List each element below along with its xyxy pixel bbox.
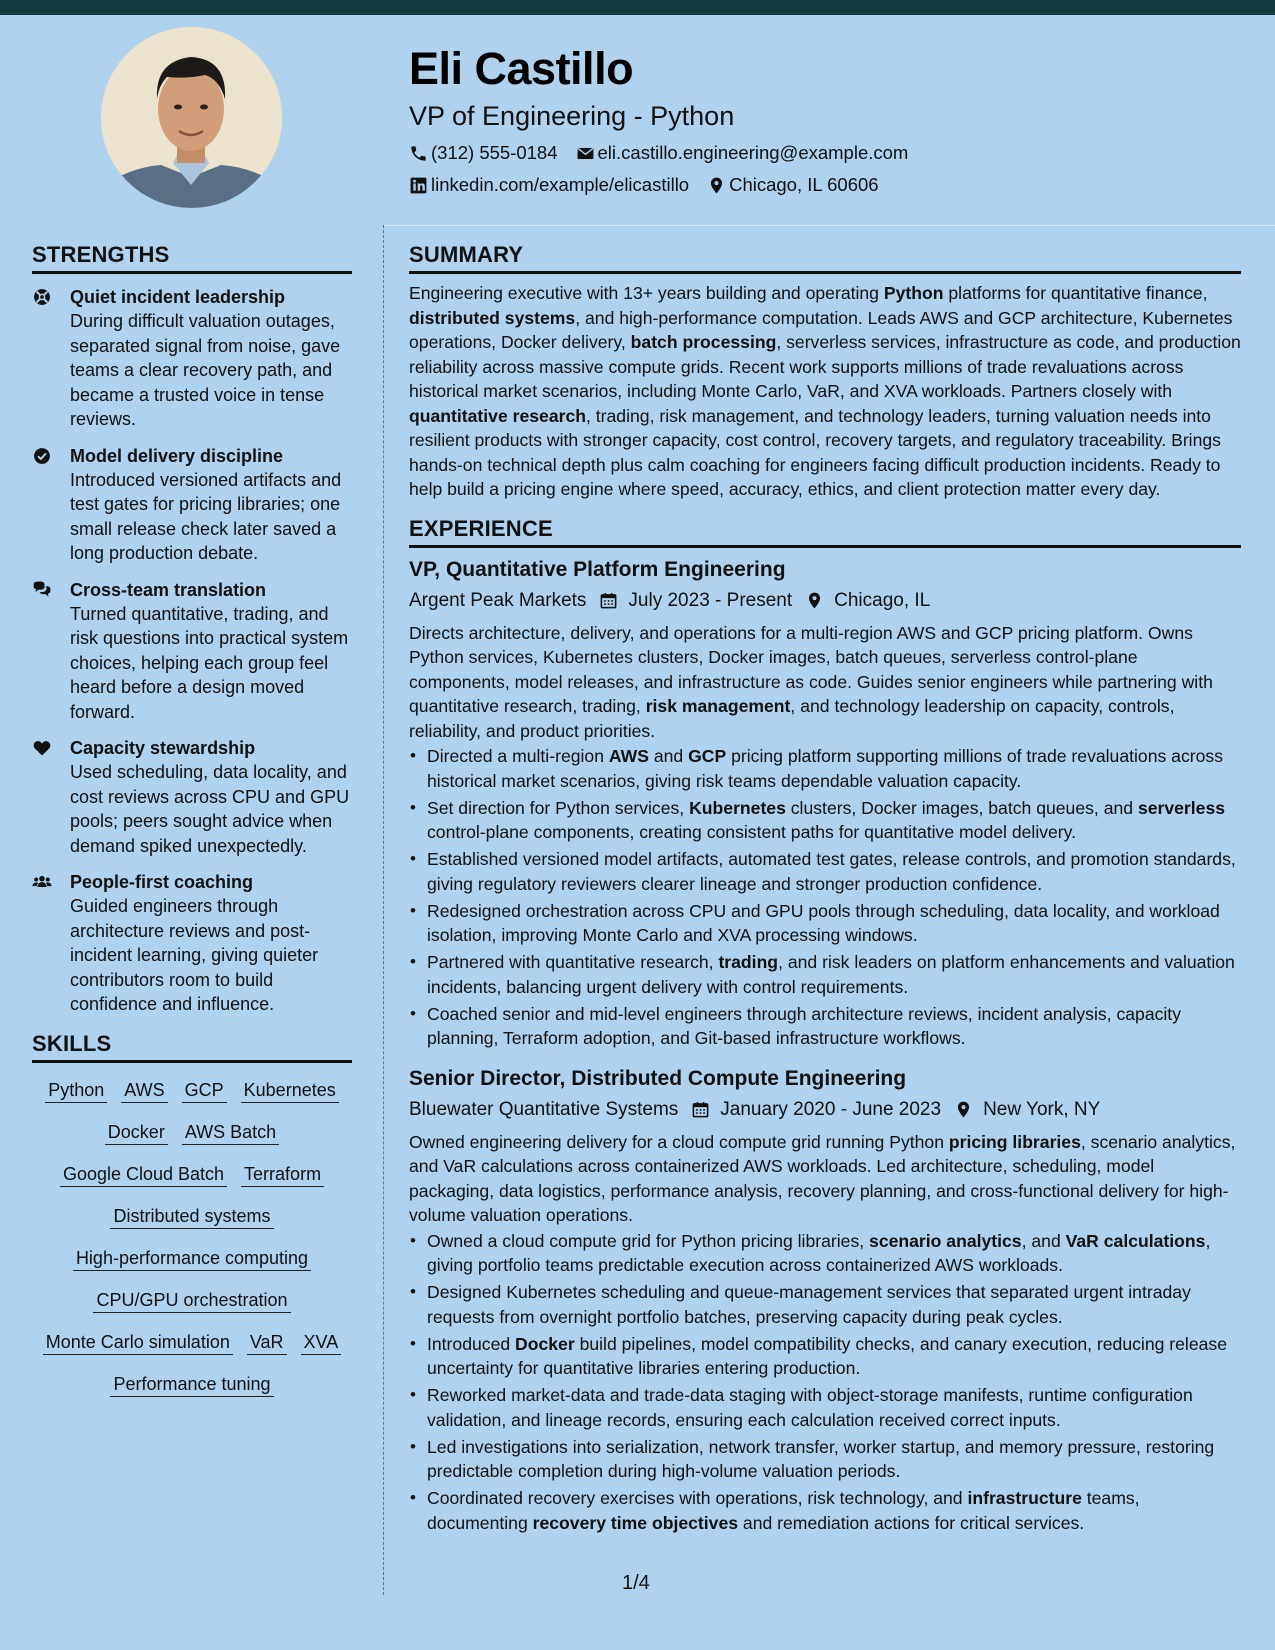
bullet-item: • Directed a multi-region AWS and GCP pricing platform supporting millions of trade revaluations across historical market scenarios, giving risk teams dependable valuation capacity. [409,744,1241,793]
skills-list [32,1079,352,1397]
skill-tag: GCP [182,1079,227,1103]
lifebuoy-icon [32,287,52,307]
strength-desc: Turned quantitative, trading, and risk questions into practical system choices, helping each group feel heard before a design moved forward. [70,603,349,722]
email-text: eli.castillo.engineering@example.com [597,142,909,163]
skill-row [32,1079,352,1103]
column-divider [383,225,384,1595]
summary-heading: SUMMARY [409,240,1241,274]
skill-tag: Python [45,1079,107,1103]
linkedin-icon [409,176,428,195]
job-company: Argent Peak Markets [409,589,587,611]
linkedin-text: linkedin.com/example/elicastillo [431,174,690,195]
strength-item [32,444,352,566]
resume-header [409,40,1239,197]
job-bullets [409,744,1241,1051]
job-bullets [409,1229,1241,1536]
check-circle-icon [32,446,52,466]
job-entry [409,1065,1241,1536]
skill-tag: High-performance computing [73,1247,311,1271]
skill-tag: Docker [105,1121,168,1145]
strengths-list [32,285,352,1017]
strengths-heading: STRENGTHS [32,240,352,274]
bullet-item: • Partnered with quantitative research, trading, and risk leaders on platform enhancements and valuation incidents, balancing urgent delivery with control requirements. [409,950,1241,999]
job-company: Bluewater Quantitative Systems [409,1098,679,1120]
skill-row [32,1289,352,1313]
strength-item [32,578,352,725]
page-number: 1/4 [622,1572,650,1594]
bullet-item: • Reworked market-data and trade-data staging with object-storage manifests, runtime configuration validation, and lineage records, ensuring each calculation received correct inputs. [409,1383,1241,1432]
skill-tag: Monte Carlo simulation [43,1331,233,1355]
strength-title: People-first coaching [70,872,254,892]
strength-desc: Guided engineers through architecture reviews and post-incident learning, giving quieter contributors room to build confidence and influence. [70,896,319,1014]
heart-icon [32,738,52,758]
skill-row [32,1163,352,1187]
left-column [32,240,352,1415]
strength-item [32,870,352,1017]
map-pin-icon [707,176,726,195]
strength-desc: During difficult valuation outages, separated signal from noise, gave teams a clear recovery path, and became a trusted voice in tense reviews. [70,311,341,429]
bullet-item: • Coordinated recovery exercises with operations, risk technology, and infrastructure teams, documenting recovery time objectives and remediation actions for critical services. [409,1486,1241,1535]
profile-photo [101,27,282,208]
calendar-icon [691,1100,710,1119]
strength-item [32,285,352,432]
top-bar [0,0,1275,15]
bullet-item: • Led investigations into serialization, network transfer, worker startup, and memory pressure, restoring predictable completion during high-volume valuation periods. [409,1435,1241,1484]
map-pin-icon [805,591,824,610]
bullet-item: • Introduced Docker build pipelines, model compatibility checks, and canary execution, reducing release uncertainty for quantitative libraries entering production. [409,1332,1241,1381]
job-dates: July 2023 - Present [628,589,793,611]
skill-tag: AWS [121,1079,167,1103]
job-location: New York, NY [983,1098,1101,1120]
strength-title: Model delivery discipline [70,445,284,466]
bullet-item: • Set direction for Python services, Kubernetes clusters, Docker images, batch queues, and serverless control-plane components, creating consistent paths for quantitative model delivery. [409,796,1241,845]
bullet-item: • Redesigned orchestration across CPU and GPU pools through scheduling, data locality, and workload isolation, improving Monte Carlo and XVA processing windows. [409,899,1241,948]
candidate-title: VP of Engineering - Python [409,101,735,131]
skill-row [32,1373,352,1397]
chat-bubbles-icon [32,580,52,600]
skill-tag: Distributed systems [110,1205,273,1229]
skill-tag: Performance tuning [110,1373,273,1397]
contact-location [707,173,878,197]
bullet-item: • Designed Kubernetes scheduling and queue-management services that separated urgent intraday requests from overnight portfolio batches, preserving capacity during peak cycles. [409,1280,1241,1329]
job-dates: January 2020 - June 2023 [720,1098,942,1120]
strength-title: Capacity stewardship [70,738,256,758]
contact-phone[interactable] [409,141,558,165]
skill-row [32,1121,352,1145]
bullet-item: • Coached senior and mid-level engineers through architecture reviews, incident analysis, capacity planning, Terraform adoption, and Git-based infrastructure workflows. [409,1002,1241,1051]
calendar-icon [599,591,618,610]
skill-row [32,1205,352,1229]
job-entry [409,556,1241,1051]
skill-row [32,1247,352,1271]
skill-row [32,1331,352,1355]
phone-text: (312) 555-0184 [431,142,558,163]
skill-tag: XVA [301,1331,342,1355]
skill-tag: AWS Batch [182,1121,279,1145]
job-location: Chicago, IL [834,589,931,611]
skill-tag: VaR [247,1331,287,1355]
job-title: Senior Director, Distributed Compute Engineering [409,1066,907,1090]
skill-tag: Terraform [241,1163,324,1187]
header-divider [383,225,1275,226]
phone-icon [409,144,428,163]
strength-title: Quiet incident leadership [70,287,286,307]
job-title: VP, Quantitative Platform Engineering [409,557,786,581]
strength-title: Cross-team translation [70,579,267,600]
strength-desc: Introduced versioned artifacts and test gates for pricing libraries; one small release check later saved a long production debate. [70,469,342,563]
contact-linkedin[interactable] [409,173,689,197]
skill-tag: CPU/GPU orchestration [93,1289,290,1313]
summary-text: Engineering executive with 13+ years building and operating Python platforms for quantitative finance, distributed systems, and high-performance computation. Leads AWS and GCP architecture, Kubernetes operations, Docker delivery, batch processing, serverless services, infrastructure as code, and production reliability across massive compute grids. Recent work supports millions of trade revaluations across historical market scenarios, including Monte Carlo, VaR, and XVA workloads. Partners closely with quantitative research, trading, risk management, and technology leaders, turning valuation needs into resilient products with stronger capacity, cost control, recovery targets, and regulatory traceability. Brings hands-on technical depth plus calm coaching for engineers facing difficult production incidents. Ready to help build a pricing engine where speed, accuracy, ethics, and client protection matter every day. [409,283,1241,499]
map-pin-icon [954,1100,973,1119]
envelope-icon [576,144,595,163]
right-column [409,240,1241,1538]
location-text: Chicago, IL 60606 [729,174,879,195]
skill-tag: Google Cloud Batch [60,1163,227,1187]
bullet-item: • Established versioned model artifacts, automated test gates, release controls, and promotion standards, giving regulatory reviewers clearer lineage and stronger production confidence. [409,847,1241,896]
strength-item [32,736,352,858]
candidate-name: Eli Castillo [409,43,634,94]
job-description: Directs architecture, delivery, and operations for a multi-region AWS and GCP pricing platform. Owns Python services, Kubernetes clusters, Docker images, batch queues, serverless control-plane components, model releases, and infrastructure as code. Guides senior engineers while partnering with quantitative research, trading, risk management, and technology leadership on capacity, controls, reliability, and product priorities. [409,622,1213,741]
people-group-icon [32,872,52,892]
experience-heading: EXPERIENCE [409,514,1241,548]
skills-heading: SKILLS [32,1029,352,1063]
strength-desc: Used scheduling, data locality, and cost reviews across CPU and GPU pools; peers sought advice when demand spiked unexpectedly. [70,762,350,856]
skill-tag: Kubernetes [241,1079,339,1103]
contact-email[interactable] [576,141,909,165]
bullet-item: • Owned a cloud compute grid for Python pricing libraries, scenario analytics, and VaR calculations, giving portfolio teams predictable execution across containerized AWS workloads. [409,1229,1241,1278]
job-description: Owned engineering delivery for a cloud compute grid running Python pricing libraries, scenario analytics, and VaR calculations across containerized AWS workloads. Led architecture, scheduling, model packaging, data logistics, performance analysis, recovery planning, and cross-functional delivery for high-volume valuation operations. [409,1131,1236,1225]
